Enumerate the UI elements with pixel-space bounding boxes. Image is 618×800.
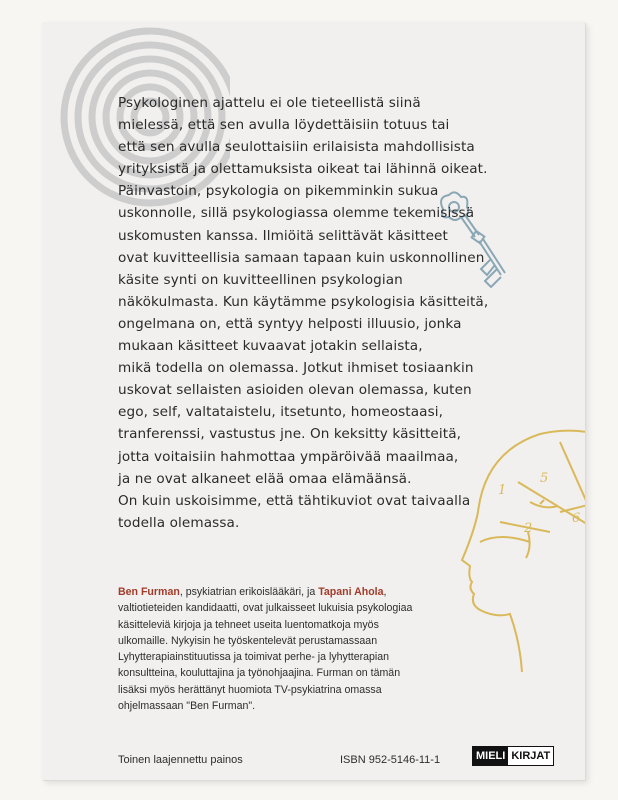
blurb-line: ongelmana on, että syntyy helposti illuusio, jonka [118,315,462,332]
blurb-line: todella olemassa. [118,514,240,531]
blurb-line: mukaan käsitteet kuvaavat jotakin sellaista, [118,338,423,355]
bio-text: , [383,586,387,598]
head-number-1: 1 [498,483,507,498]
blurb-line: ja ne ovat alkaneet elää omaa elämäänsä. [118,470,412,487]
blurb-line: yrityksistä ja olettamuksista oikeat tai lähinnä oikeat. [118,161,488,178]
author-name-ahola: Tapani Ahola [318,586,384,598]
blurb-paragraph [118,92,489,534]
bio-line: konsultteina, kouluttajina ja työnohjaajina. Furman on tämän [118,667,401,680]
isbn-number: ISBN 952-5146-11-1 [340,754,441,766]
author-name-furman: Ben Furman [118,586,180,598]
bio-line: käsitteleviä kirjoja ja tehneet useita luentomatkoja myös [118,618,379,631]
blurb-line: käsite synti on kuvitteellinen psykologian [118,271,403,288]
edition-note: Toinen laajennettu painos [118,754,243,766]
head-number-6: 6 [572,511,581,526]
bio-line: ohjelmassaan "Ben Furman". [118,700,256,713]
head-profile-illustration: 1 4 6 2 5 [440,382,585,682]
blurb-line: näkökulmasta. Kun käytämme psykologisia käsitteitä, [118,293,489,310]
author-bio [118,584,448,714]
book-back-cover [42,22,599,780]
bio-text: , psykiatrian erikoislääkäri, ja [179,586,319,598]
publisher-logo [472,746,554,766]
bio-line: ulkomaille. Nykyisin he työskentelevät perustamassaan [118,634,378,647]
bio-first-line [118,584,448,600]
publisher-logo-left: MIELI [473,747,508,765]
bio-line: Lyhytterapiainstituutissa ja toimivat perhe- ja lyhytterapian [118,651,390,664]
blurb-line: ego, self, valtataistelu, itsetunto, homeostaasi, [118,404,444,421]
blurb-line: uskovat sellaisten asioiden olevan olemassa, kuten [118,382,472,399]
blurb-line: Psykologinen ajattelu ei ole tieteellistä siinä [118,95,421,111]
blurb-line: ovat kuvitteellisia samaan tapaan kuin uskonnollinen [118,249,485,266]
publisher-logo-right: KIRJAT [508,747,553,765]
blurb-line: mikä todella on olemassa. Jotkut ihmiset tosiaankin [118,360,474,377]
blurb-line: Päinvastoin, psykologia on pikemminkin sukua [118,183,439,200]
blurb-line: jotta voitaisiin hahmottaa ympäröivää maailmaa, [118,448,459,465]
blurb-line: että sen avulla seulottaisiin erilaisista mahdollisista [118,139,475,156]
head-number-2: 2 [524,521,533,536]
bio-line: lisäksi myös herättänyt huomiota TV-psykiatrina omassa [118,683,382,696]
bio-line: valtiotieteiden kandidaatti, ovat julkaisseet lukuisia psykologiaa [118,602,413,615]
blurb-line: mielessä, että sen avulla löydettäisiin totuus tai [118,117,450,134]
blurb-line: uskonnolle, sillä psykologiassa olemme tekemisissä [118,205,475,222]
blurb-line: On kuin uskoisimme, että tähtikuviot ovat taivaalla [118,492,471,509]
blurb-line: uskomusten kanssa. Ilmiöitä selittävät käsitteet [118,227,448,244]
blurb-line: tranferenssi, vastustus jne. On keksitty käsitteitä, [118,426,462,443]
head-number-5: 5 [540,471,549,486]
